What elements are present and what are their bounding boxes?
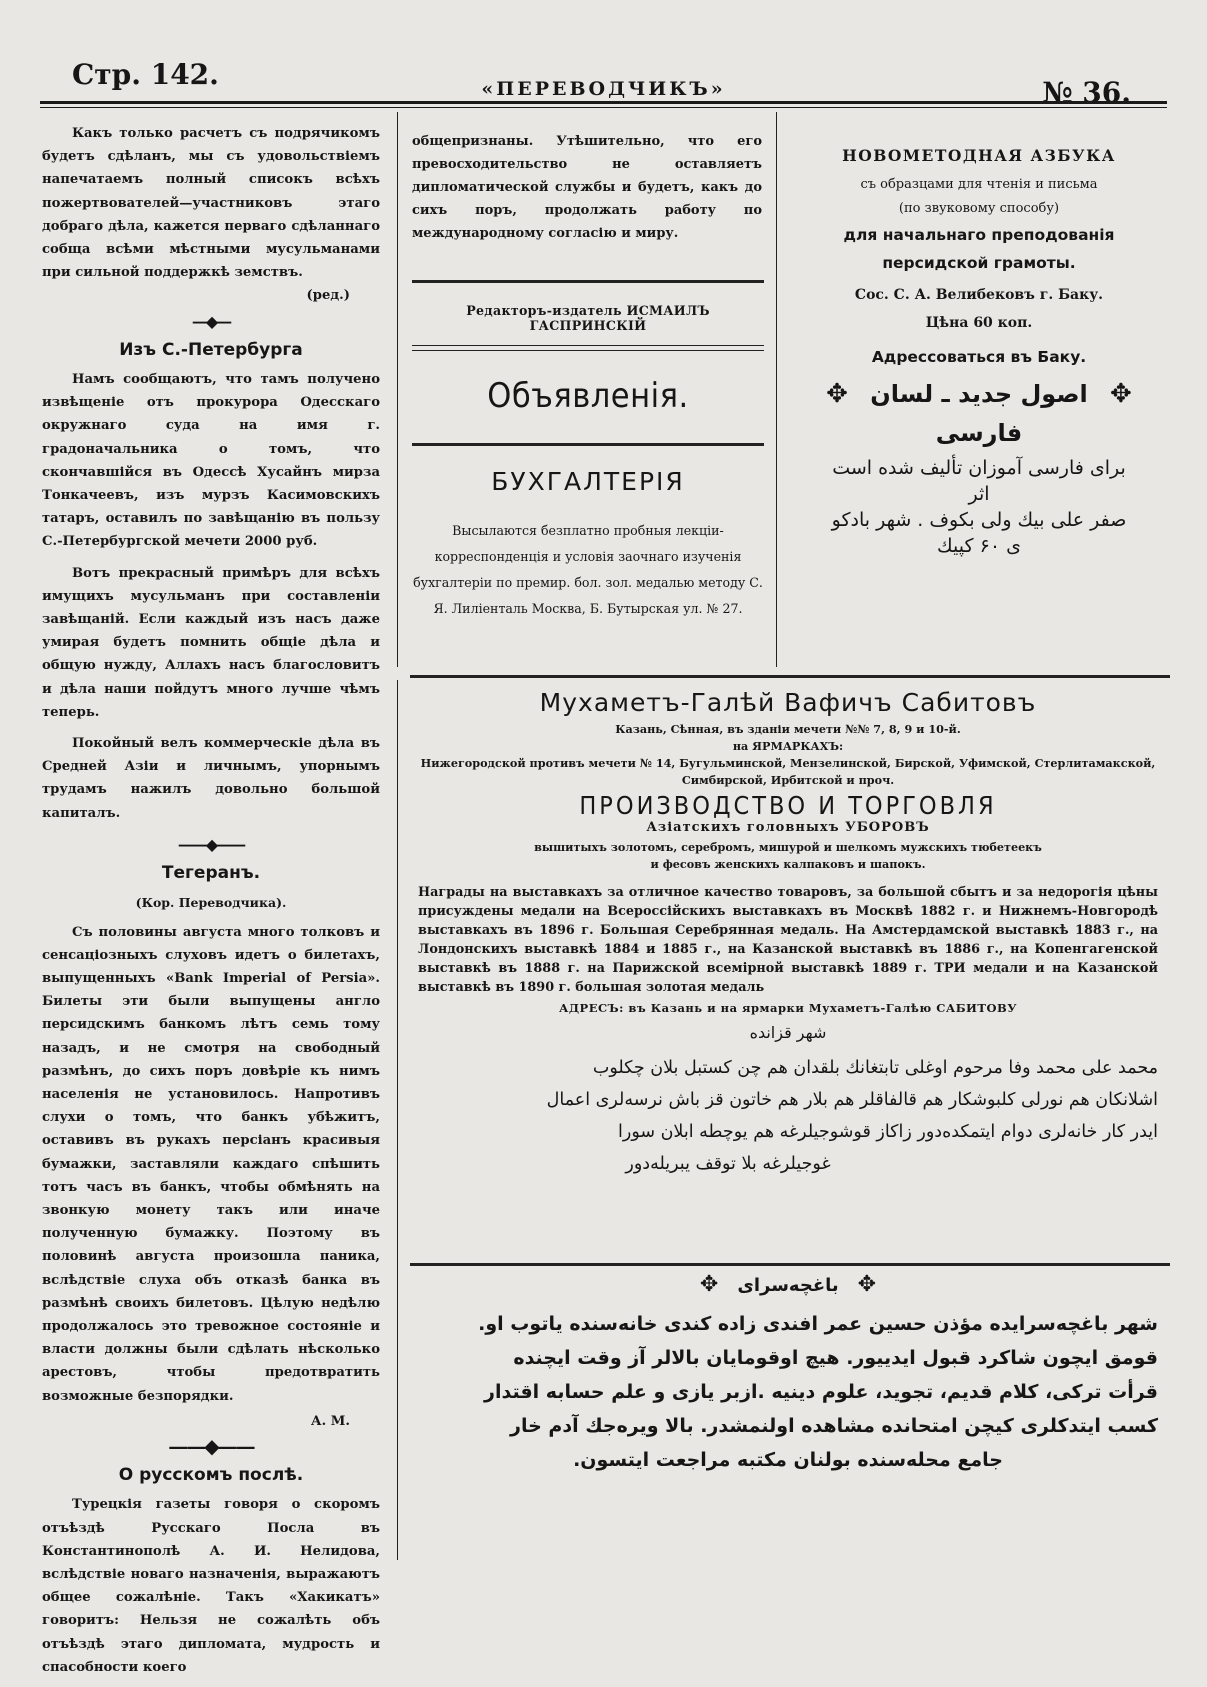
heading-posol: О русскомъ послѣ. <box>118 1465 304 1486</box>
primer-sub3: для начальнаго преподованія персидской грамоты. <box>843 226 1115 272</box>
newspaper-title: «ПЕРЕВОДЧИКЪ» <box>481 78 726 100</box>
tehran-correspondent: (Кор. Переводчика). <box>135 895 287 911</box>
merchant-arabic-line2: اشلانكان هم نورلی كلبوشكار هم قالفاقلر هم بلار هم خاتون قز باش نرسەلری اعمال <box>546 1090 1158 1110</box>
tehran-signature: А. М. <box>310 1413 350 1429</box>
article-posol: Турецкія газеты говоря о скоромъ отъѣздѣ Русскаго Посла въ Константинополѣ А. И. Нелидова, вслѣдствіе новаго назначенія, выражаютъ общее сожалѣніе. Такъ «Хакикатъ» говоритъ: Нельзя не сожалѣть объ отъѣздѣ этаго дипломата, мудрость и спасобности коего <box>42 1497 380 1675</box>
heading-petersburg: Изъ С.-Петербурга <box>119 339 303 360</box>
school-ad-line2: قومق ایچون شاكرد قبول ایدییور. هیچ اوقومایان بالالر آز وقت ایچنده <box>513 1347 1158 1369</box>
bookkeeping-text: Высылаются безплатно пробныя лекціи-корреспонденція и условія заочнаго изученія бухгалтеріи по премир. бол. зол. медалью методу С. Я. Лиліенталь Москва, Б. Бутырская ул. № 27. <box>413 523 763 616</box>
primer-arabic-farsi: فارسی <box>935 419 1023 447</box>
column-divider-right <box>776 112 777 667</box>
merchant-details2: и фесовъ женскихъ калпаковъ и шапокъ. <box>650 857 926 871</box>
school-ad-line4: كسب ایتدكلری كیچن امتحانده مشاهده اولنمشدر. بالا ویره‌جك آدم خار <box>510 1415 1158 1437</box>
ornament-divider: —◆— <box>191 311 231 331</box>
article-petersburg-3: Покойный велъ коммерческіе дѣла въ Средней Азіи и личнымъ, упорнымъ трудамъ нажилъ довольно большой капиталъ. <box>42 736 380 821</box>
merchant-fairs: Нижегородской противъ мечети № 14, Бугульминской, Мензелинской, Бирской, Уфимской, Стерлитамакской, Симбирской, Ирбитской и проч. <box>420 756 1156 787</box>
merchant-address: АДРЕСЪ: въ Казань и на ярмарки Мухаметъ-Галѣю САБИТОВУ <box>558 1001 1018 1015</box>
merchant-awards: Награды на выставкахъ за отличное качество товаровъ, за большой сбытъ и за недорогія цѣны присуждены медали на Всероссійскихъ выставкахъ въ Москвѣ 1882 г. и Нижнемъ-Новгородѣ выставкахъ въ 1896 г. Большая Серебрянная медаль. На Амстердамской выставкѣ 1883 г., на Лондонскихъ выставкѣ 1884 и 1885 г., на Казанской выставкѣ въ 1886 г., на Копенгагенской выставкѣ въ 1888 г. на Парижской всемiрной выставкѣ 1889 г. ТРИ медали и на Казанской выставкѣ въ 1890 г. большая золотая медаль <box>418 885 1158 995</box>
article-intro: Какъ только расчетъ съ подрячикомъ будетъ сдѣланъ, мы съ удовольствіемъ напечатаемъ полный списокъ всѣхъ пожертвователей—участниковъ этаго добраго дѣла, кажется перваго сдѣланнаго собща всѣми мѣстными мусульманами при сильной поддержкѣ земствъ. <box>42 126 380 281</box>
ornament-icon: ✥ <box>826 379 848 409</box>
merchant-arabic-line4: غوجیلرغه بلا توقف یبریلەدور <box>625 1154 831 1174</box>
intro-signature: (ред.) <box>306 288 350 304</box>
primer-sub1: съ образцами для чтенія и письма <box>860 177 1098 192</box>
primer-arabic-line2: اثر <box>968 483 990 505</box>
rule <box>412 345 764 346</box>
bookkeeping-title: БУХГАЛТЕРІЯ <box>491 467 685 496</box>
editor-line: Редакторъ-издатель ИСМАИЛЪ ГАСПРИНСКІЙ <box>466 303 710 333</box>
article-petersburg-1: Намъ сообщаютъ, что тамъ получено извѣщеніе отъ прокурора Одесскаго окружнаго суда на имя г. градоначальника о томъ, что скончавшійся въ Одессѣ Хусайнъ мирза Тонкачеевъ, изъ мурзъ Касимовскихъ татаръ, оставилъ по завѣщанію въ пользу С.-Петербургской мечети 2000 руб. <box>42 372 380 550</box>
ornament-icon: ✥ <box>1110 379 1132 409</box>
primer-price: Цѣна 60 коп. <box>925 315 1033 331</box>
merchant-fairs-label: на ЯРМАРКАХЪ: <box>732 739 844 753</box>
primer-sub2: (по звуковому способу) <box>898 201 1060 216</box>
article-tehran: Съ половины августа много толковъ и сенсаціозныхъ слуховъ идетъ о билетахъ, выпущенныхъ «Bank Imperial of Persia». Билеты эти были выпущены англо персидскимъ банкомъ лѣтъ семь тому назадъ, и не смотря на свободный размѣнъ, до сихъ поръ довѣріе къ нимъ населенія не установилось. Напротивъ слухи о томъ, что банкъ убѣжитъ, оставивъ въ рукахъ персіанъ красивыя бумажки, заставляли каждаго спѣшить тотъ часъ въ банкъ, чтобы обмѣнять на звонкую монету такъ или иначе полученную бумажку. Поэтому въ половинѣ августа произошла паника, вслѣдствіе слуха объ отказѣ банка въ размѣнѣ своихъ билетовъ. Цѣлую недѣлю продолжалось это тревожное состояніе и власти должны были сдѣлать нѣсколько арестовъ, чтобы предотвратить возможные безпорядки. <box>42 924 380 1404</box>
article-continuation: общепризнаны. Утѣшительно, что его превосходительство не оставляетъ дипломатической службы и будетъ, какъ до сихъ поръ, продолжать работу по международному согласію и миру. <box>412 134 762 241</box>
issue-number: № 36. <box>1042 76 1131 109</box>
column-divider-left <box>397 112 398 667</box>
rule <box>410 675 1170 678</box>
masthead-rule-thin <box>40 107 1167 108</box>
rule <box>412 280 764 283</box>
primer-arabic-line3: صفر علی بیك ولی بكوف . شهر بادكو <box>831 509 1127 531</box>
rule <box>412 443 764 446</box>
merchant-ad <box>418 688 1158 1180</box>
school-ad <box>418 1272 1158 1477</box>
merchant-location: Казань, Сѣнная, въ зданіи мечети №№ 7, 8, 9 и 10-й. <box>615 722 961 736</box>
primer-arabic-title-row <box>790 379 1168 409</box>
masthead-rule <box>40 101 1167 104</box>
merchant-arabic-line3: ایدر كار خانەلری دوام ایتمكدەدور زاكاز قوشوجیلرغه هم یوچطه ابلان سورا <box>618 1122 1158 1142</box>
merchant-asian-hats: Азіатскихъ головныхъ УБОРОВЪ <box>646 820 930 835</box>
school-ad-head-row <box>418 1272 1158 1297</box>
rule <box>410 1263 1170 1266</box>
masthead <box>40 58 1167 109</box>
school-ad-line3: قرأت تركی، كلام قدیم، تجوید، علوم دینیه .ازبر یازی و علم حسابه اقتدار <box>484 1381 1158 1403</box>
primer-ad <box>790 146 1168 557</box>
school-ad-text <box>418 1307 1158 1477</box>
left-column <box>42 122 380 1687</box>
rule <box>412 350 764 351</box>
middle-column-continuation <box>412 130 762 253</box>
merchant-details1: вышитыхъ золотомъ, серебромъ, мишурой и шелкомъ мужскихъ тюбетеекъ <box>534 840 1042 854</box>
ornament-icon: ✥ <box>857 1272 877 1297</box>
ornament-icon: ✥ <box>699 1272 719 1297</box>
heading-tehran: Тегеранъ. <box>161 863 261 884</box>
primer-arabic-title: اصول جدید ـ لسان <box>870 380 1088 408</box>
ads-heading: Объявленія. <box>487 376 689 416</box>
primer-address: Адрессоваться въ Баку. <box>871 348 1087 366</box>
school-ad-line1: شهر باغچەسرایده مؤذن حسین عمر افندی زاده كندی خانه‌سنده یاتوب او. <box>478 1313 1158 1335</box>
ornament-divider: ——◆—— <box>177 834 245 854</box>
page-number: Стр. 142. <box>72 58 219 91</box>
primer-arabic-line4: ی ۶۰ كپیك <box>937 535 1021 557</box>
ornament-divider: ——◆—— <box>168 1433 254 1458</box>
school-ad-line5: جامع محله‌سنده بولنان مكتبه مراجعت ایتسون. <box>573 1449 1003 1471</box>
primer-author: Сос. С. А. Велибековъ г. Баку. <box>854 287 1104 303</box>
merchant-arabic-head: شهر قزانده <box>749 1023 827 1042</box>
school-ad-head: باغچەسرای <box>737 1275 839 1296</box>
merchant-arabic-text <box>418 1052 1158 1180</box>
column-divider-lower <box>397 680 398 1560</box>
merchant-arabic-line1: محمد علی محمد وفا مرحوم اوغلی تابتغانك بلقدان هم چن كستبل بلان چكلوب <box>592 1058 1158 1078</box>
primer-arabic-line1: برای فارسی آموزان تألیف شده است <box>832 457 1126 479</box>
primer-title: НОВОМЕТОДНАЯ АЗБУКА <box>842 146 1116 165</box>
merchant-name: Мухаметъ-Галѣй Вафичъ Сабитовъ <box>539 688 1037 717</box>
article-petersburg-2: Вотъ прекрасный примѣръ для всѣхъ имущихъ мусульманъ при составленіи завѣщаній. Если каждый изъ насъ даже умирая будетъ помнить общіе дѣла и общую нужду, Аллахъ насъ благословитъ и дѣла наши пойдутъ много лучше чѣмъ теперь. <box>42 565 380 720</box>
merchant-production: ПРОИЗВОДСТВО И ТОРГОВЛЯ <box>579 791 997 820</box>
